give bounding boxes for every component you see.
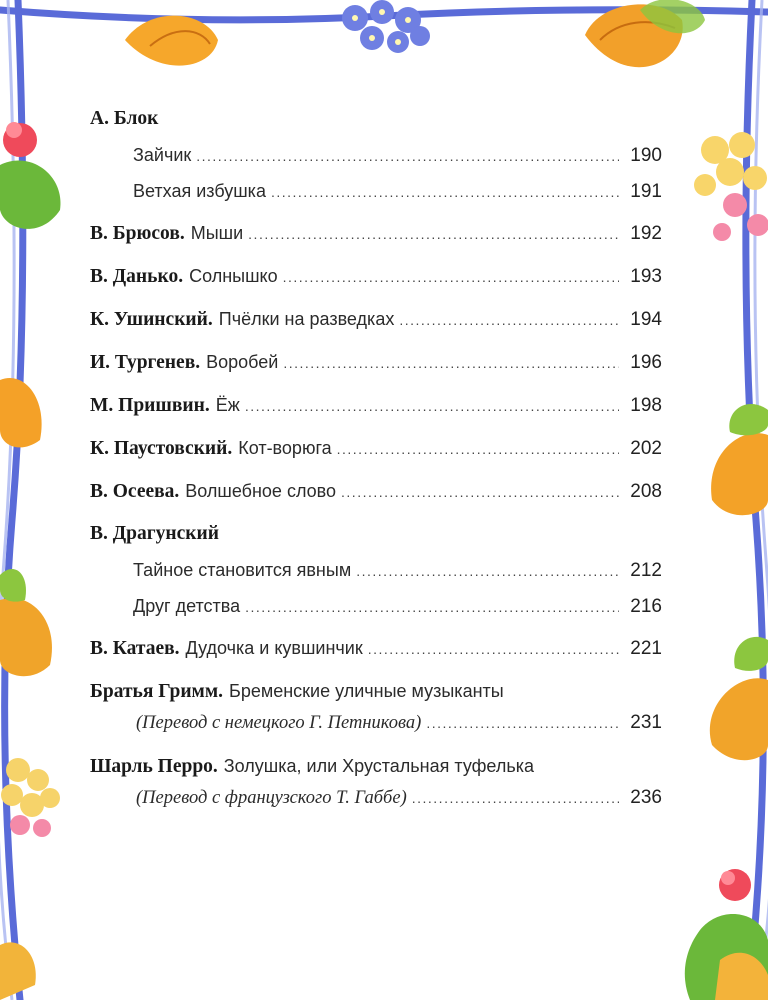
story-title: Золушка, или Хрустальная туфелька	[223, 756, 534, 776]
toc-entry-kataev[interactable]	[90, 635, 662, 661]
author-name: В. Катаев.	[90, 638, 180, 659]
toc-entry-prishvin[interactable]	[90, 392, 662, 418]
leader-dots	[368, 636, 619, 662]
author-name: К. Ушинский.	[90, 309, 213, 330]
page-number: 208	[630, 481, 662, 502]
story-title: Мыши	[190, 223, 244, 243]
leader-dots	[196, 143, 619, 169]
leader-dots	[426, 710, 619, 736]
author-name: Шарль Перро.	[90, 756, 218, 777]
toc-entry-dragunsky	[90, 521, 662, 619]
author-name: А. Блок	[90, 108, 159, 129]
toc-entry-turgenev[interactable]	[90, 349, 662, 375]
author-name: В. Брюсов.	[90, 223, 185, 244]
story-title: Дудочка и кувшинчик	[185, 638, 363, 658]
leader-dots	[245, 393, 619, 419]
translation-note: (Перевод с немецкого Г. Петникова)	[136, 713, 422, 733]
page-number: 191	[630, 181, 662, 202]
author-name: В. Осеева.	[90, 481, 180, 502]
author-name: В. Данько.	[90, 266, 184, 287]
page-number: 231	[630, 712, 662, 733]
page-number: 194	[630, 309, 662, 330]
toc-item[interactable]	[90, 593, 662, 619]
author-name: В. Драгунский	[90, 523, 219, 544]
toc-entry-blok	[90, 106, 662, 204]
story-title: Волшебное слово	[185, 481, 337, 501]
translation-note: (Перевод с французского Т. Габбе)	[136, 788, 407, 808]
toc-entry-bryusov[interactable]	[90, 220, 662, 246]
page-number: 236	[630, 787, 662, 808]
table-of-contents	[90, 106, 662, 811]
story-title: Пчёлки на разведках	[218, 309, 395, 329]
story-title: Бременские уличные музыканты	[229, 681, 504, 701]
story-title: Солнышко	[189, 266, 278, 286]
toc-entry-oseeva[interactable]	[90, 478, 662, 504]
leader-dots	[356, 558, 619, 584]
story-title: Ветхая избушка	[133, 181, 266, 201]
author-name: К. Паустовский.	[90, 438, 233, 459]
toc-entry-ushinsky[interactable]	[90, 306, 662, 332]
page-number: 192	[630, 223, 662, 244]
leader-dots	[248, 221, 619, 247]
leader-dots	[283, 264, 619, 290]
page-number: 190	[630, 145, 662, 166]
page-number: 193	[630, 266, 662, 287]
toc-item[interactable]	[90, 178, 662, 204]
story-title: Друг детства	[133, 596, 241, 616]
leader-dots	[271, 179, 619, 205]
story-title: Ёж	[215, 395, 240, 415]
leader-dots	[283, 350, 619, 376]
story-title: Тайное становится явным	[133, 560, 352, 580]
toc-item[interactable]	[90, 142, 662, 168]
story-title: Кот-ворюга	[238, 438, 332, 458]
toc-item[interactable]	[90, 557, 662, 583]
toc-entry-perrault[interactable]	[90, 753, 662, 811]
page-number: 221	[630, 638, 662, 659]
leader-dots	[245, 594, 619, 620]
toc-entry-grimm[interactable]	[90, 678, 662, 736]
toc-entry-danko[interactable]	[90, 263, 662, 289]
leader-dots	[341, 479, 619, 505]
leader-dots	[412, 785, 619, 811]
page-number: 198	[630, 395, 662, 416]
author-name: Братья Гримм.	[90, 681, 223, 702]
leader-dots	[337, 436, 619, 462]
story-title: Воробей	[206, 352, 279, 372]
toc-entry-paustovsky[interactable]	[90, 435, 662, 461]
page-number: 216	[630, 596, 662, 617]
author-name: И. Тургенев.	[90, 352, 201, 373]
page-number: 196	[630, 352, 662, 373]
page-number: 212	[630, 560, 662, 581]
page-number: 202	[630, 438, 662, 459]
story-title: Зайчик	[133, 145, 192, 165]
author-name: М. Пришвин.	[90, 395, 210, 416]
leader-dots	[399, 307, 619, 333]
